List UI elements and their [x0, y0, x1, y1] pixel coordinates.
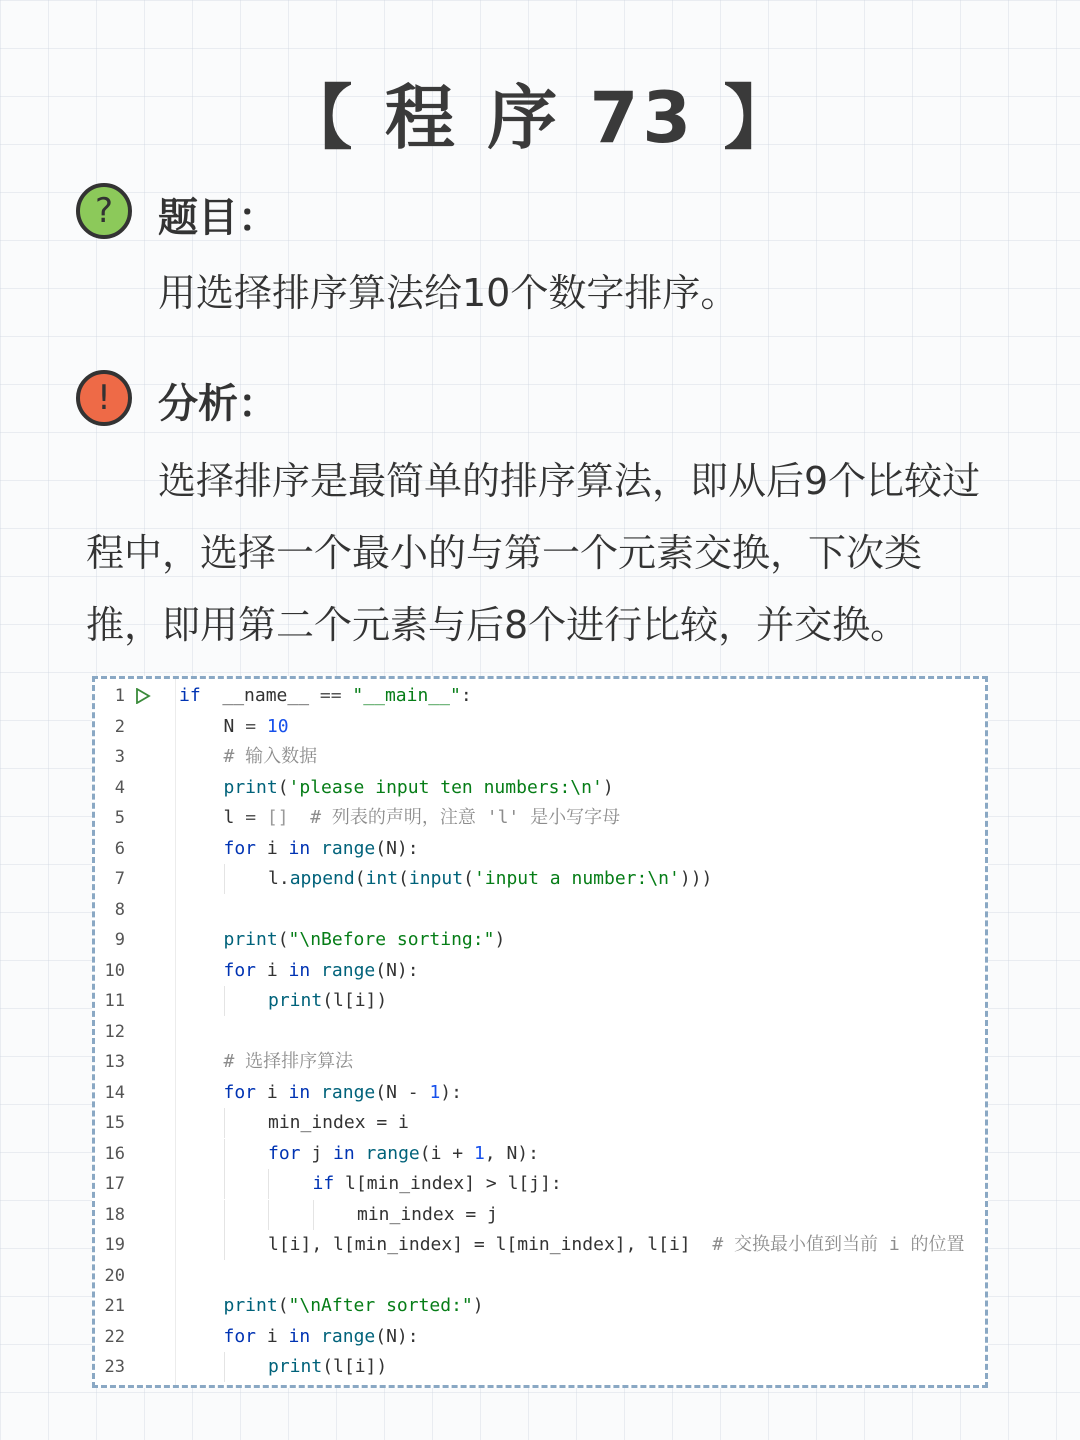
code-token: (N): [375, 959, 419, 981]
code-token: print [223, 1295, 278, 1316]
code-token: ))) [679, 868, 713, 889]
line-number: 9 [114, 930, 125, 950]
code-token: in [288, 837, 311, 859]
code-token: in [288, 1325, 311, 1347]
code-text [268, 1108, 409, 1138]
code-text [268, 864, 712, 894]
code-line [95, 1078, 985, 1108]
code-text [224, 1291, 484, 1321]
code-token: "\nBefore sorting:" [288, 929, 495, 950]
code-token: 10 [256, 715, 289, 737]
code-line [95, 956, 985, 986]
line-number: 22 [104, 1326, 125, 1347]
code-text [224, 773, 614, 803]
code-line [95, 742, 985, 772]
line-number: 8 [114, 899, 125, 920]
code-token: i [256, 837, 289, 859]
exclamation-icon: ! [76, 370, 132, 426]
code-text [224, 1078, 462, 1108]
code-token: range [310, 1081, 376, 1103]
code-token: l [223, 807, 246, 828]
code-text [224, 1047, 354, 1077]
code-token: ( [463, 868, 474, 889]
line-number: 11 [104, 991, 125, 1011]
code-token: l[i], l[min_index] = l[min_index], l[i] [268, 1234, 691, 1255]
code-token: for [268, 1142, 301, 1164]
run-triangle-icon[interactable] [135, 688, 151, 704]
question-icon: ? [76, 183, 132, 239]
code-token: == [319, 685, 342, 706]
code-token: (N - [375, 1081, 430, 1103]
code-line [95, 1108, 985, 1138]
code-line [95, 834, 985, 864]
code-text [224, 803, 621, 833]
code-token: = [245, 715, 257, 737]
indent-guide [268, 1169, 269, 1199]
code-line [95, 1200, 985, 1230]
indent-guide [224, 1108, 225, 1138]
code-token: = [245, 807, 257, 828]
code-line [95, 1230, 985, 1260]
code-token: "__main__" [341, 685, 461, 706]
code-text [268, 1352, 387, 1382]
code-token: range [310, 837, 376, 859]
code-token: print [268, 1356, 323, 1377]
code-token: min_index = j [357, 1203, 498, 1225]
code-token: for [223, 959, 257, 981]
line-number: 7 [114, 869, 125, 889]
code-line [95, 1017, 985, 1047]
code-line [95, 986, 985, 1016]
line-number: 6 [114, 838, 125, 859]
line-number: 5 [114, 808, 125, 828]
line-number: 17 [104, 1174, 125, 1194]
code-token: min_index = i [268, 1112, 409, 1133]
line-number: 3 [114, 747, 125, 767]
code-text [268, 1230, 965, 1260]
code-text [224, 712, 289, 742]
indent-guide [224, 1139, 225, 1169]
code-line [95, 1047, 985, 1077]
code-line [95, 895, 985, 925]
code-token: ( [277, 929, 289, 950]
code-line [95, 925, 985, 955]
code-text [313, 1169, 562, 1199]
code-token: # 列表的声明，注意 'l' 是小写字母 [288, 807, 621, 828]
line-number: 12 [104, 1021, 125, 1042]
code-token: print [223, 929, 278, 950]
line-number: 16 [104, 1143, 125, 1164]
code-token: l. [268, 868, 290, 889]
code-token: range [310, 959, 376, 981]
code-token: if [179, 685, 201, 706]
code-token: ): [440, 1081, 462, 1103]
indent-guide [224, 1200, 225, 1230]
code-token: ) [494, 929, 506, 950]
line-number: 1 [114, 686, 125, 706]
code-token: l[min_index] > l[j]: [334, 1173, 562, 1194]
code-line [95, 1291, 985, 1321]
code-token: # 交换最小值到当前 i 的位置 [690, 1234, 965, 1255]
code-token: , N): [484, 1142, 539, 1164]
line-number: 20 [104, 1265, 125, 1286]
line-number: 10 [104, 960, 125, 981]
code-line [95, 864, 985, 894]
code-text [357, 1200, 498, 1230]
code-text [224, 742, 318, 772]
code-token: N [223, 715, 246, 737]
indent-guide [224, 986, 225, 1016]
code-token: ( [354, 868, 366, 889]
code-token: for [223, 837, 257, 859]
code-token: ( [398, 868, 409, 889]
code-token: (N): [375, 1325, 419, 1347]
code-token: i [256, 1081, 289, 1103]
code-token: range [310, 1325, 376, 1347]
indent-guide [268, 1200, 269, 1230]
code-token: if [312, 1173, 335, 1194]
code-token: 'input a number:\n' [473, 868, 680, 889]
code-line [95, 1261, 985, 1291]
code-text [179, 681, 472, 711]
code-line [95, 712, 985, 742]
line-number: 13 [104, 1052, 125, 1072]
code-token: ) [472, 1295, 484, 1316]
code-text [224, 925, 506, 955]
code-text [268, 986, 387, 1016]
code-token: ( [277, 776, 289, 798]
code-line [95, 1352, 985, 1382]
code-text [224, 956, 419, 986]
line-number: 18 [104, 1204, 125, 1225]
code-token: for [223, 1081, 257, 1103]
code-token: # 输入数据 [223, 746, 318, 767]
code-token: (l[i]) [322, 990, 388, 1011]
code-line [95, 1139, 985, 1169]
code-token: in [288, 1081, 311, 1103]
code-token: "\nAfter sorted:" [288, 1295, 473, 1316]
code-line [95, 1169, 985, 1199]
line-number: 14 [104, 1082, 125, 1103]
indent-guide [224, 1169, 225, 1199]
code-token: in [288, 959, 311, 981]
code-token: i [256, 1325, 289, 1347]
question-text: 用选择排序算法给10个数字排序。 [158, 271, 739, 315]
code-token: print [268, 990, 323, 1011]
line-number: 21 [104, 1296, 125, 1316]
code-line [95, 803, 985, 833]
code-token: 'please input ten numbers:\n' [288, 776, 603, 798]
code-text [224, 834, 419, 864]
code-token: int [365, 868, 399, 889]
code-token: i [256, 959, 289, 981]
code-token: ) [602, 776, 614, 798]
code-token: # 选择排序算法 [223, 1051, 354, 1072]
code-token: (i + [419, 1142, 474, 1164]
question-label: 题目： [158, 195, 278, 241]
code-token: 1 [473, 1142, 485, 1164]
code-block [92, 676, 988, 1388]
code-token: __name__ [200, 685, 320, 706]
code-token: 1 [429, 1081, 441, 1103]
indent-guide [224, 1352, 225, 1382]
line-number: 4 [114, 777, 125, 798]
code-token: append [289, 868, 355, 889]
line-number: 2 [114, 716, 125, 737]
code-line [95, 1322, 985, 1352]
code-text [224, 1322, 419, 1352]
code-token: (N): [375, 837, 419, 859]
code-line [95, 681, 985, 711]
code-line [95, 773, 985, 803]
code-text [268, 1139, 539, 1169]
code-token: range [354, 1142, 420, 1164]
code-token: j [300, 1142, 334, 1164]
code-token: input [408, 868, 464, 889]
code-token: in [333, 1142, 355, 1164]
line-number: 15 [104, 1113, 125, 1133]
code-token: print [223, 776, 278, 798]
code-token: [] [256, 807, 289, 828]
analysis-text: 选择排序是最简单的排序算法，即从后9个比较过程中，选择一个最小的与第一个元素交换，下次类推，即用第二个元素与后8个进行比较，并交换。 [86, 459, 981, 647]
page-title: 【 程 序 73 】 [282, 77, 798, 159]
indent-guide [313, 1200, 314, 1230]
code-token: for [223, 1325, 257, 1347]
indent-guide [224, 1230, 225, 1260]
code-token: : [460, 685, 472, 706]
indent-guide [224, 864, 225, 894]
code-token: (l[i]) [322, 1356, 388, 1377]
analysis-label: 分析： [158, 381, 278, 427]
code-token: ( [277, 1295, 289, 1316]
line-number: 19 [104, 1235, 125, 1255]
line-number: 23 [104, 1357, 125, 1377]
